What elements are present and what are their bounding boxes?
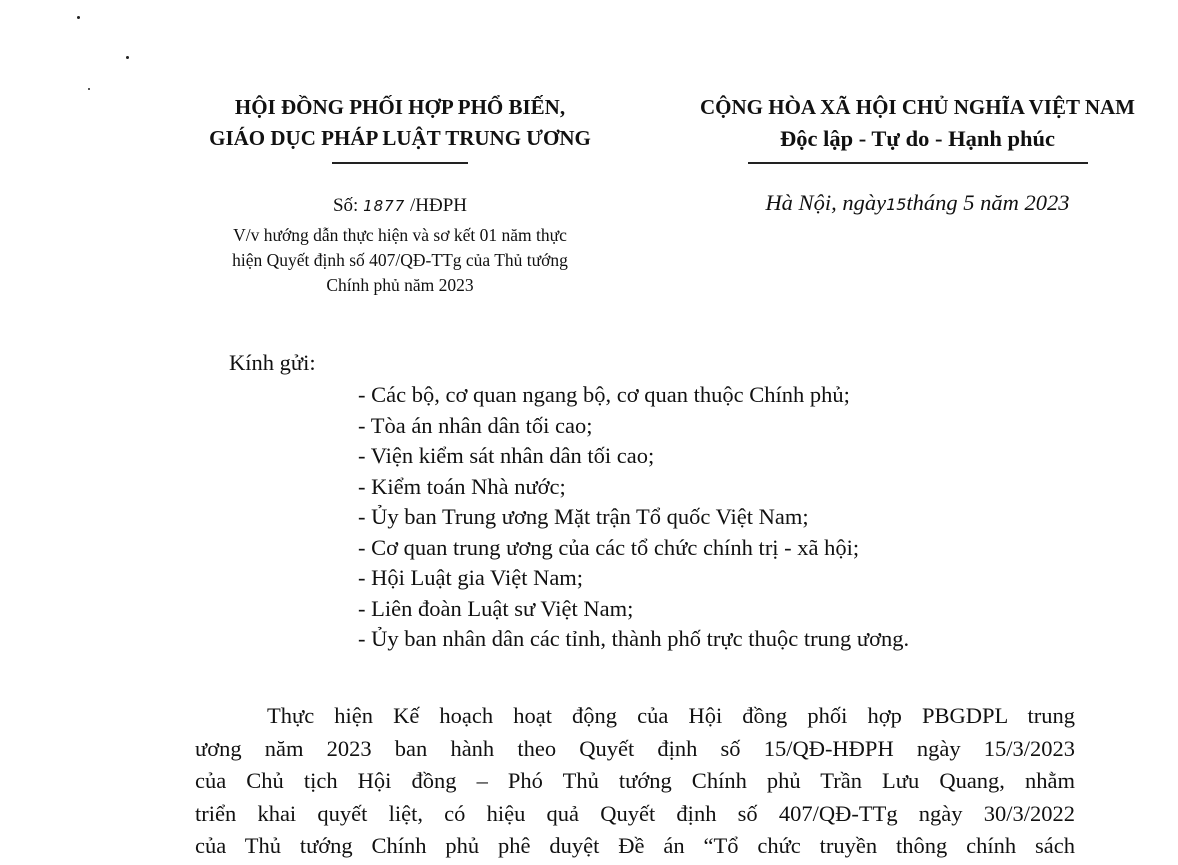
agency-name-line1: HỘI ĐỒNG PHỐI HỢP PHỔ BIẾN, [234,95,566,119]
number-suffix: /HĐPH [410,195,468,216]
recipient-item: - Ủy ban nhân dân các tỉnh, thành phố trực thuộc trung ương. [358,626,910,651]
body-line: của Chủ tịch Hội đồng – Phó Thủ tướng Chính phủ Trần Lưu Quang, nhằm [195,768,1075,793]
handwritten-day: 15 [886,195,907,214]
document-number [160,195,640,217]
recipient-item: - Hội Luật gia Việt Nam; [358,565,584,590]
scan-speck [77,16,80,19]
scan-speck [88,88,90,90]
subject-line: hiện Quyết định số 407/QĐ-TTg của Thủ tướng [232,250,568,270]
country-name: CỘNG HÒA XÃ HỘI CHỦ NGHĨA VIỆT NAM [699,95,1136,119]
agency-underline [332,162,468,164]
salutation: Kính gửi: [229,350,316,375]
motto-underline [748,162,1088,164]
document-date [660,190,1175,216]
subject-line: V/v hướng dẫn thực hiện và sơ kết 01 năm thực [233,225,567,245]
document-subject [160,223,640,298]
body-line: triển khai quyết liệt, có hiệu quả Quyết định số 407/QĐ-TTg ngày 30/3/2022 [195,800,1075,826]
handwritten-number: 1877 [363,197,406,215]
recipient-item: - Cơ quan trung ương của các tổ chức chính trị - xã hội; [358,534,860,560]
body-line: Thực hiện Kế hoạch hoạt động của Hội đồng phối hợp PBGDPL trung [267,703,1075,728]
agency-header [160,92,640,154]
number-prefix: Số: [332,195,359,216]
date-prefix: Hà Nội, ngày [765,190,887,215]
recipient-item: - Ủy ban Trung ương Mặt trận Tổ quốc Việt Nam; [358,504,809,529]
body-line: ương năm 2023 ban hành theo Quyết định số 15/QĐ-HĐPH ngày 15/3/2023 [195,735,1075,761]
recipient-item: - Tòa án nhân dân tối cao; [358,412,593,438]
recipient-item: - Viện kiểm sát nhân dân tối cao; [358,443,655,468]
recipient-item: - Các bộ, cơ quan ngang bộ, cơ quan thuộc Chính phủ; [358,382,850,407]
agency-name-line2: GIÁO DỤC PHÁP LUẬT TRUNG ƯƠNG [209,126,591,150]
recipient-item: - Kiểm toán Nhà nước; [358,473,566,499]
national-header [660,92,1175,154]
body-line: của Thủ tướng Chính phủ phê duyệt Đề án “Tổ chức truyền thông chính sách [195,833,1075,858]
body-paragraph [195,700,1075,863]
date-suffix: tháng 5 năm 2023 [906,190,1070,215]
scan-speck [126,56,129,59]
recipient-list [358,380,909,655]
subject-line: Chính phủ năm 2023 [326,275,474,295]
national-motto: Độc lập - Tự do - Hạnh phúc [779,126,1056,151]
recipient-item: - Liên đoàn Luật sư Việt Nam; [358,595,634,621]
